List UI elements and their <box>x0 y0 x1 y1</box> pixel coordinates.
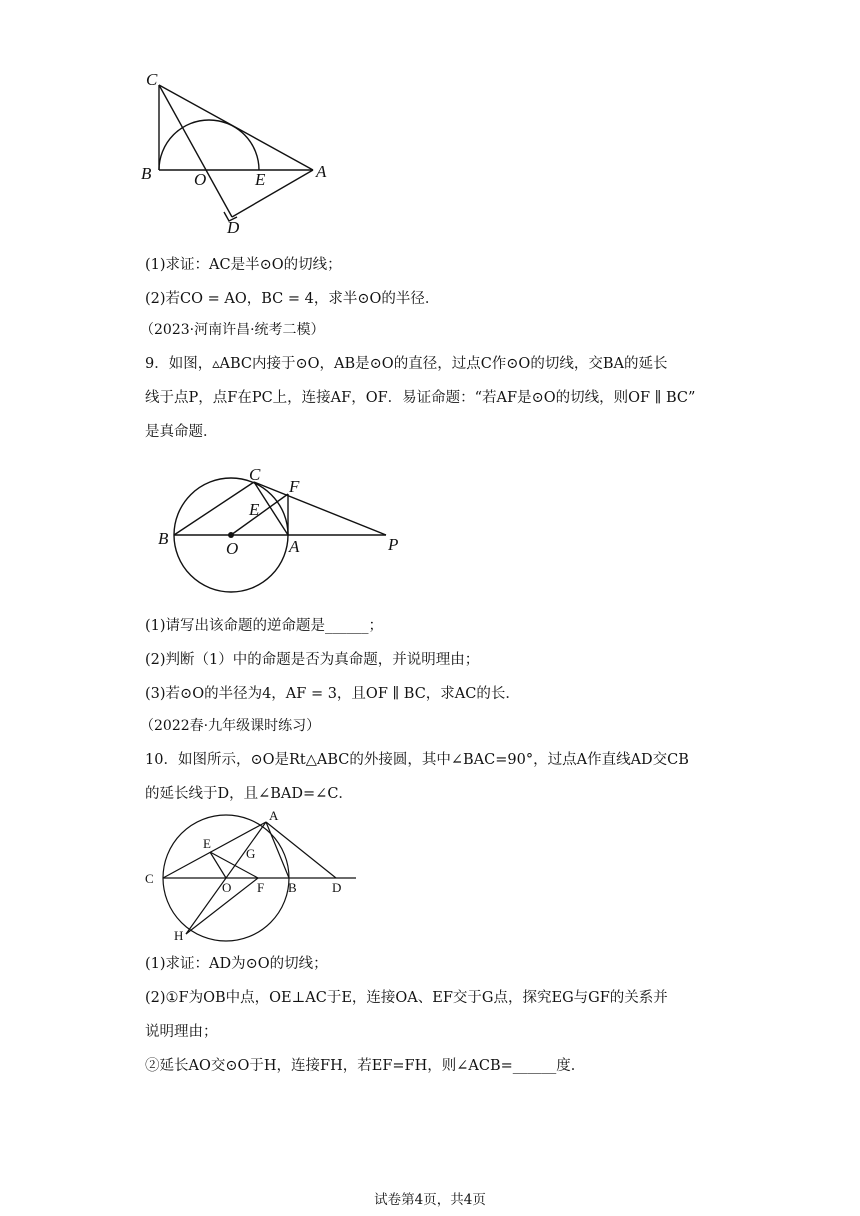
label-a: A <box>269 808 279 823</box>
label-d: D <box>227 218 240 237</box>
label-p: P <box>388 535 399 554</box>
label-a: A <box>289 537 300 556</box>
label-e: E <box>203 836 211 851</box>
label-f: F <box>257 880 265 895</box>
figure-semicircle-tangent <box>135 65 355 249</box>
figure-circle-tangent-p <box>150 460 420 604</box>
label-e: E <box>249 500 260 519</box>
label-c: C <box>249 465 261 484</box>
label-b: B <box>158 529 169 548</box>
q10-part2-sub2: ②延长AO交⊙O于H，连接FH，若EF=FH，则∠ACB=______度． <box>145 1058 586 1074</box>
q9-source: （2023·河南许昌·统考二模） <box>140 322 325 338</box>
label-c: C <box>146 70 158 89</box>
q10-part1: (1)求证：AD为⊙O的切线； <box>145 956 328 972</box>
label-a: A <box>316 162 327 181</box>
label-b: B <box>288 880 297 895</box>
q8-part1: (1)求证：AC是半⊙O的切线； <box>145 257 342 273</box>
q9-stem-line2: 线于点P，点F在PC上，连接AF，OF．易证命题：“若AF是⊙O的切线，则OF ∥ BC” <box>145 390 696 406</box>
q9-part3: (3)若⊙O的半径为4，AF = 3，且OF ∥ BC，求AC的长． <box>145 686 520 702</box>
label-d: D <box>332 880 342 895</box>
label-b: B <box>141 164 152 183</box>
label-o: O <box>222 880 232 895</box>
q10-part2-line1: (2)①F为OB中点，OE⊥AC于E，连接OA、EF交于G点，探究EG与GF的关系并 <box>145 990 668 1006</box>
q9-part2: (2)判断（1）中的命题是否为真命题，并说明理由； <box>145 652 480 668</box>
q10-stem-line2: 的延长线于D，且∠BAD=∠C． <box>145 786 353 802</box>
label-g: G <box>246 846 256 861</box>
label-o: O <box>194 170 207 189</box>
page-footer: 试卷第4页，共4页 <box>374 1192 486 1208</box>
figure-circumcircle-right-triangle <box>140 808 365 947</box>
label-f: F <box>289 477 300 496</box>
q10-source: （2022春·九年级课时练习） <box>140 718 321 734</box>
label-o: O <box>226 539 239 558</box>
q9-part1: (1)请写出该命题的逆命题是______； <box>145 618 384 634</box>
q9-stem-line1: 9．如图，▵ABC内接于⊙O，AB是⊙O的直径，过点C作⊙O的切线，交BA的延长 <box>145 356 668 372</box>
q9-stem-line3: 是真命题． <box>145 424 218 440</box>
q8-part2: (2)若CO = AO，BC = 4，求半⊙O的半径． <box>145 291 440 307</box>
label-e: E <box>255 170 266 189</box>
q10-stem-line1: 10．如图所示，⊙O是Rt△ABC的外接圆，其中∠BAC=90°，过点A作直线AD交CB <box>145 752 689 768</box>
label-h: H <box>174 928 184 943</box>
q10-part2-line2: 说明理由； <box>145 1024 218 1040</box>
label-c: C <box>145 871 154 886</box>
